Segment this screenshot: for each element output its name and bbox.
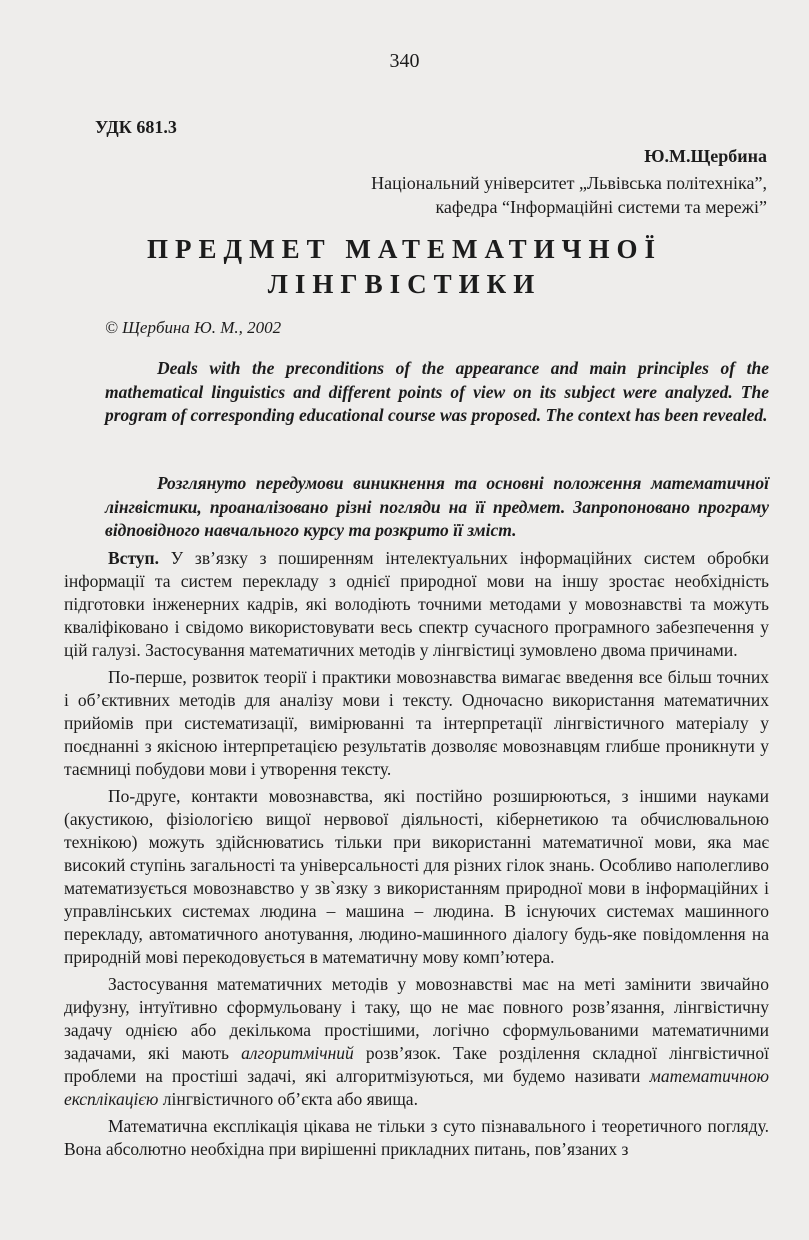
paragraph-2: По-перше, розвиток теорії і практики мовознавства вимагає введення все більш точних і об’єктивних методів для аналізу мови і тексту. Одночасно використання математичних прийомів при систематизації, вимірюванні та інтерпретації лінгвістичного матеріалу у поєднанні з якісною інтерпретацією результатів дозволяє мовознавцям глибше проникнути у таємниці побудови мови і утворення тексту. — [64, 667, 769, 779]
paragraph-5: Математична експлікація цікава не тільки з суто пізнавального і теоретичного погляду. Вона абсолютно необхідна при вирішенні прикладних питань, пов’язаних з — [64, 1116, 769, 1159]
affiliation — [371, 171, 767, 219]
affiliation-department: кафедра “Інформаційні системи та мережі” — [435, 197, 767, 217]
title-line-1: ПРЕДМЕТ МАТЕМАТИЧНОЇ — [147, 234, 662, 264]
article-title — [60, 232, 749, 302]
paragraph-4-part-a: Застосування математичних методів у мовознавстві має на меті замінити звичайно дифузну, інтуїтивно сформульовану і таку, що не має повного розв’язання, лінгвістичну задачу однією або декількома простішими, логічно сформульованими математичними задачами, які мають — [64, 974, 769, 1063]
article-body — [64, 547, 769, 1165]
paragraph-4 — [64, 973, 769, 1111]
affiliation-university: Національний університет „Львівська політехніка”, — [371, 173, 767, 193]
paragraph-4-part-b: розв’язок. Таке розділення складної лінгвістичної проблеми на простіші задачі, які алгоритмізуються, ми будемо називати — [64, 1043, 769, 1086]
page-number: 340 — [389, 50, 420, 72]
abstract-english: Deals with the preconditions of the appearance and main principles of the mathematical linguistics and different points of view on its subject were analyzed. The program of corresponding educational course was proposed. The context has been revealed. — [105, 358, 769, 425]
copyright: © Щербина Ю. М., 2002 — [105, 318, 282, 337]
paragraph-3: По-друге, контакти мовознавства, які постійно розширюються, з іншими науками (акустикою, фізіологією вищої нервової діяльності, кібернетикою та обчислювальною технікою) можуть здійснюватись тільки при використанні математичної мови, яка має високий ступінь загальності та універсальності для різних гілок знань. Особливо наполегливо математизується мовознавство у зв`язку з використанням природної мови в інформаційних і управлінських системах людина – машина – людина. В існуючих системах машинного перекладу, автоматичного анотування, людино-машинного діалогу будь-яке повідомлення на природній мові перекодовується в математичну мову комп’ютера. — [64, 786, 769, 967]
paragraph-intro — [64, 547, 769, 662]
abstract-ukrainian: Розглянуто передумови виникнення та основні положення математичної лінгвістики, проаналізовано різні погляди на її предмет. Запропоновано програму відповідного навчального курсу та розкрито її зміст. — [105, 473, 769, 540]
paragraph-4-part-c: лінгвістичного об’єкта або явища. — [158, 1089, 418, 1109]
author-name: Ю.М.Щербина — [644, 146, 767, 166]
term-algorithmic: алгоритмічний — [241, 1043, 354, 1063]
paragraph-intro-text: У зв’язку з поширенням інтелектуальних інформаційних систем обробки інформації та систем перекладу з однієї природної мови на іншу зростає необхідність підготовки інженерних кадрів, які володіють точними методами у мовознавстві та можуть кваліфіковано і свідомо використовувати весь спектр сучасного програмного забезпечення у цій галузі. Застосування математичних методів у лінгвістиці зумовлено двома причинами. — [64, 548, 769, 660]
title-line-2: ЛІНГВІСТИКИ — [267, 269, 542, 299]
term-explication: математичною експлікацією — [64, 1066, 769, 1109]
intro-label: Вступ. — [108, 548, 160, 568]
udk-code: УДК 681.3 — [95, 117, 177, 137]
